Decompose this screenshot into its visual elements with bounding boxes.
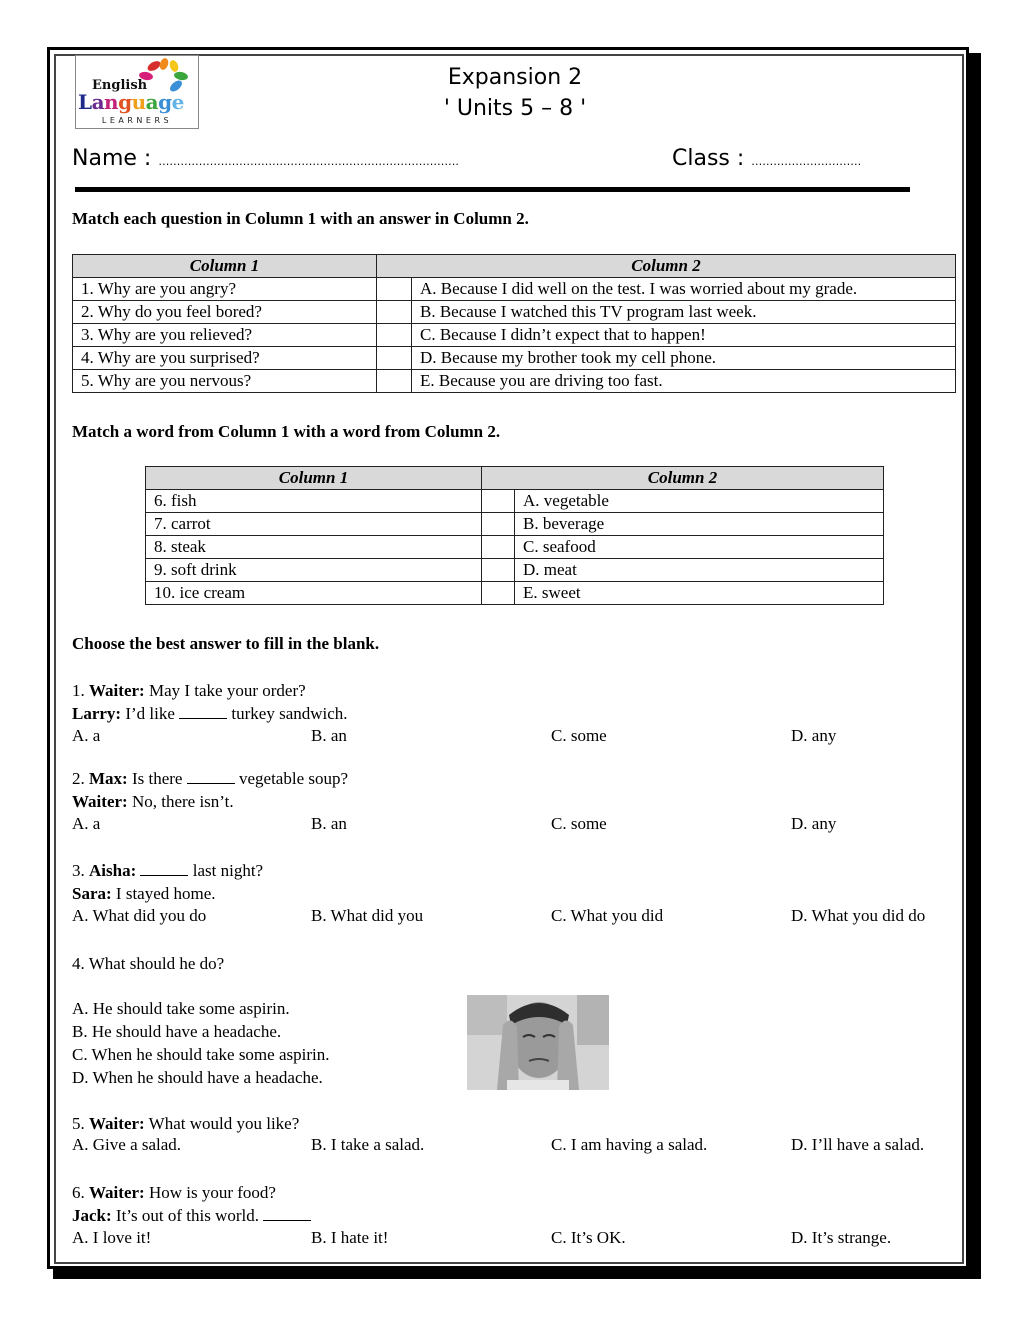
- logo-letter: L: [78, 90, 92, 114]
- question-2: [72, 767, 348, 813]
- word-cell: 9. soft drink: [146, 559, 482, 582]
- dialogue-line: [72, 859, 263, 882]
- dialogue-line: [72, 702, 348, 725]
- question-cell: 2. Why do you feel bored?: [73, 301, 377, 324]
- speaker: Larry:: [72, 704, 122, 723]
- table-header-row: [146, 467, 884, 490]
- answer-blank-cell[interactable]: [377, 278, 412, 301]
- line-text: What would you like?: [148, 1114, 300, 1133]
- option[interactable]: C. some: [551, 814, 607, 833]
- question-1-options: [72, 726, 972, 749]
- line-text: May I take your order?: [148, 681, 306, 700]
- option[interactable]: B. an: [311, 814, 347, 833]
- line-text: Is there: [131, 769, 183, 788]
- table-row: [146, 559, 884, 582]
- table-row: [146, 536, 884, 559]
- line-text: I’d like: [125, 704, 175, 723]
- option[interactable]: C. When he should take some aspirin.: [72, 1045, 330, 1064]
- question-4-options: [72, 997, 329, 1089]
- speaker: Aisha:: [89, 861, 137, 880]
- option[interactable]: D. What you did do: [791, 906, 926, 925]
- speaker: Waiter:: [89, 681, 145, 700]
- table-row: [73, 324, 956, 347]
- question-3: [72, 859, 263, 905]
- word-cell: 6. fish: [146, 490, 482, 513]
- option[interactable]: A. What did you do: [72, 906, 207, 925]
- table-row: [146, 513, 884, 536]
- option[interactable]: D. When he should have a headache.: [72, 1068, 323, 1087]
- class-dots: …………………………: [751, 155, 862, 168]
- name-label: Name :: [72, 146, 152, 171]
- category-cell: C. seafood: [515, 536, 884, 559]
- column-header: Column 1: [73, 255, 377, 278]
- speaker: Waiter:: [89, 1183, 145, 1202]
- answer-blank-cell[interactable]: [482, 582, 515, 605]
- logo-letter: g: [118, 90, 132, 114]
- answer-blank-cell[interactable]: [482, 559, 515, 582]
- fill-blank[interactable]: [187, 768, 235, 784]
- question-cell: 1. Why are you angry?: [73, 278, 377, 301]
- dialogue-line: [72, 679, 348, 702]
- fill-blank[interactable]: [179, 703, 227, 719]
- column-header: Column 2: [377, 255, 956, 278]
- word-cell: 10. ice cream: [146, 582, 482, 605]
- subtitle-text: ' Units 5 – 8 ': [443, 96, 587, 121]
- name-field[interactable]: [72, 146, 459, 171]
- table-row: [73, 347, 956, 370]
- answer-blank-cell[interactable]: [377, 301, 412, 324]
- logo-letter: e: [171, 90, 184, 114]
- line-text: No, there isn’t.: [131, 792, 234, 811]
- dialogue-line: [72, 1204, 311, 1227]
- option[interactable]: B. I take a salad.: [311, 1135, 425, 1154]
- answer-cell: D. Because my brother took my cell phone.: [412, 347, 956, 370]
- section2-table: [145, 466, 884, 605]
- logo-letter: u: [131, 90, 146, 114]
- section1-table: [72, 254, 956, 393]
- option[interactable]: A. He should take some aspirin.: [72, 999, 290, 1018]
- header-divider: [75, 187, 910, 192]
- option[interactable]: C. some: [551, 726, 607, 745]
- option[interactable]: A. a: [72, 726, 101, 745]
- name-dots: ……………………………………………………………………….: [158, 155, 459, 168]
- line-text: turkey sandwich.: [231, 704, 348, 723]
- class-field[interactable]: [672, 146, 861, 171]
- option[interactable]: B. He should have a headache.: [72, 1022, 282, 1041]
- table-header-row: [73, 255, 956, 278]
- option[interactable]: C. It’s OK.: [551, 1228, 626, 1247]
- question-3-options: [72, 906, 972, 929]
- speaker: Waiter:: [72, 792, 128, 811]
- answer-blank-cell[interactable]: [377, 370, 412, 393]
- section2-instruction: Match a word from Column 1 with a word from Column 2.: [72, 422, 501, 441]
- option[interactable]: B. What did you: [311, 906, 424, 925]
- logo-letter: g: [158, 90, 172, 114]
- worksheet-title: [360, 62, 670, 124]
- table-row: [73, 370, 956, 393]
- headache-man-image: [467, 995, 609, 1090]
- line-text: vegetable soup?: [238, 769, 349, 788]
- dialogue-line: [72, 1112, 299, 1135]
- question-cell: 4. Why are you surprised?: [73, 347, 377, 370]
- question-6-options: [72, 1228, 972, 1251]
- question-5-options: [72, 1135, 972, 1158]
- dialogue-line: [72, 1181, 311, 1204]
- answer-blank-cell[interactable]: [482, 513, 515, 536]
- category-cell: A. vegetable: [515, 490, 884, 513]
- logo-text-english: English: [92, 78, 148, 93]
- table-row: [73, 301, 956, 324]
- fill-blank[interactable]: [263, 1205, 311, 1221]
- question-cell: 3. Why are you relieved?: [73, 324, 377, 347]
- question-1: [72, 679, 348, 725]
- option[interactable]: A. I love it!: [72, 1228, 152, 1247]
- category-cell: D. meat: [515, 559, 884, 582]
- logo-letter: n: [104, 90, 119, 114]
- dialogue-line: [72, 790, 348, 813]
- option[interactable]: D. It’s strange.: [791, 1228, 892, 1247]
- answer-cell: B. Because I watched this TV program last week.: [412, 301, 956, 324]
- question-number: 6.: [72, 1183, 85, 1202]
- title-text: Expansion 2: [447, 65, 583, 90]
- option[interactable]: D. I’ll have a salad.: [791, 1135, 925, 1154]
- answer-cell: A. Because I did well on the test. I was worried about my grade.: [412, 278, 956, 301]
- line-text: How is your food?: [148, 1183, 276, 1202]
- dialogue-line: [72, 767, 348, 790]
- logo-text-learners: LEARNERS: [101, 116, 173, 125]
- fill-blank[interactable]: [140, 860, 188, 876]
- speaker: Sara:: [72, 884, 112, 903]
- question-prompt: What should he do?: [88, 954, 225, 973]
- speaker: Jack:: [72, 1206, 112, 1225]
- word-cell: 8. steak: [146, 536, 482, 559]
- answer-blank-cell[interactable]: [482, 536, 515, 559]
- speaker: Waiter:: [89, 1114, 145, 1133]
- option[interactable]: B. I hate it!: [311, 1228, 389, 1247]
- option[interactable]: D. any: [791, 726, 837, 745]
- question-number: 2.: [72, 769, 85, 788]
- column-header: Column 2: [482, 467, 884, 490]
- dialogue-line: [72, 882, 263, 905]
- class-label: Class :: [672, 146, 745, 171]
- answer-blank-cell[interactable]: [377, 324, 412, 347]
- option[interactable]: B. an: [311, 726, 347, 745]
- table-row: [146, 490, 884, 513]
- option[interactable]: A. Give a salad.: [72, 1135, 182, 1154]
- line-text: last night?: [192, 861, 264, 880]
- english-language-learners-logo: [75, 55, 199, 129]
- table-row: [73, 278, 956, 301]
- category-cell: B. beverage: [515, 513, 884, 536]
- question-2-options: [72, 814, 972, 837]
- question-number: 5.: [72, 1114, 85, 1133]
- logo-text-language: [78, 90, 184, 114]
- option[interactable]: D. any: [791, 814, 837, 833]
- answer-blank-cell[interactable]: [482, 490, 515, 513]
- answer-cell: E. Because you are driving too fast.: [412, 370, 956, 393]
- table-row: [146, 582, 884, 605]
- line-text: It’s out of this world.: [115, 1206, 260, 1225]
- logo-letter: a: [91, 90, 105, 114]
- question-number: 4.: [72, 954, 85, 973]
- question-number: 3.: [72, 861, 85, 880]
- question-cell: 5. Why are you nervous?: [73, 370, 377, 393]
- line-text: I stayed home.: [115, 884, 216, 903]
- option[interactable]: C. What you did: [551, 906, 664, 925]
- headache-photo: [467, 995, 609, 1090]
- option[interactable]: C. I am having a salad.: [551, 1135, 708, 1154]
- question-6: [72, 1181, 311, 1227]
- question-4: [72, 952, 224, 975]
- logo-letter: a: [145, 90, 159, 114]
- column-header: Column 1: [146, 467, 482, 490]
- option[interactable]: A. a: [72, 814, 101, 833]
- answer-blank-cell[interactable]: [377, 347, 412, 370]
- section3-instruction: Choose the best answer to fill in the blank.: [72, 634, 380, 653]
- word-cell: 7. carrot: [146, 513, 482, 536]
- speaker: Max:: [89, 769, 128, 788]
- question-number: 1.: [72, 681, 85, 700]
- section1-instruction: Match each question in Column 1 with an answer in Column 2.: [72, 209, 529, 228]
- question-5: [72, 1112, 299, 1135]
- category-cell: E. sweet: [515, 582, 884, 605]
- answer-cell: C. Because I didn’t expect that to happen!: [412, 324, 956, 347]
